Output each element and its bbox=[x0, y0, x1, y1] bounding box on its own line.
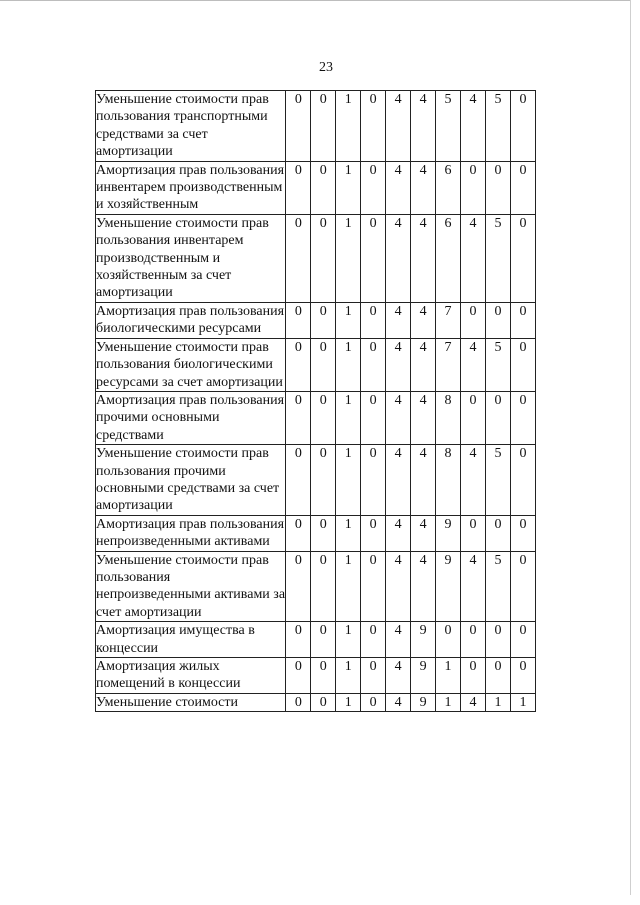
code-digit-cell: 0 bbox=[311, 302, 336, 338]
table-row bbox=[96, 161, 536, 214]
code-digit-cell: 1 bbox=[336, 551, 361, 622]
code-digit-cell: 9 bbox=[436, 515, 461, 551]
code-digit-cell: 4 bbox=[386, 515, 411, 551]
code-digit-cell: 0 bbox=[311, 338, 336, 391]
code-digit-cell: 0 bbox=[510, 551, 535, 622]
code-digit-cell: 0 bbox=[485, 658, 510, 694]
code-digit-cell: 0 bbox=[461, 658, 486, 694]
code-digit-cell: 0 bbox=[485, 622, 510, 658]
code-digit-cell: 1 bbox=[436, 693, 461, 711]
code-digit-cell: 9 bbox=[411, 622, 436, 658]
scan-edge-top bbox=[0, 0, 630, 1]
row-label: Уменьшение стоимости прав пользования транспортными средствами за счет амортизации bbox=[96, 91, 286, 162]
table-row bbox=[96, 551, 536, 622]
row-label: Амортизация имущества в концессии bbox=[96, 622, 286, 658]
code-digit-cell: 1 bbox=[336, 445, 361, 516]
code-digit-cell: 1 bbox=[336, 91, 361, 162]
row-label: Уменьшение стоимости bbox=[96, 693, 286, 711]
code-digit-cell: 4 bbox=[386, 693, 411, 711]
code-digit-cell: 8 bbox=[436, 445, 461, 516]
code-digit-cell: 7 bbox=[436, 338, 461, 391]
table-row bbox=[96, 338, 536, 391]
code-digit-cell: 0 bbox=[361, 161, 386, 214]
code-digit-cell: 0 bbox=[286, 445, 311, 516]
code-digit-cell: 0 bbox=[361, 91, 386, 162]
row-label: Уменьшение стоимости прав пользования инвентарем производственным и хозяйственным за счет амортизации bbox=[96, 214, 286, 302]
code-digit-cell: 0 bbox=[311, 91, 336, 162]
code-digit-cell: 1 bbox=[336, 622, 361, 658]
code-digit-cell: 1 bbox=[485, 693, 510, 711]
code-digit-cell: 0 bbox=[361, 693, 386, 711]
code-digit-cell: 1 bbox=[510, 693, 535, 711]
code-digit-cell: 4 bbox=[461, 338, 486, 391]
code-digit-cell: 0 bbox=[461, 302, 486, 338]
code-digit-cell: 0 bbox=[286, 214, 311, 302]
code-digit-cell: 0 bbox=[461, 622, 486, 658]
code-digit-cell: 5 bbox=[485, 91, 510, 162]
code-digit-cell: 0 bbox=[485, 391, 510, 444]
code-digit-cell: 0 bbox=[286, 622, 311, 658]
code-digit-cell: 4 bbox=[386, 391, 411, 444]
row-label: Амортизация прав пользования непроизведенными активами bbox=[96, 516, 285, 550]
code-digit-cell: 6 bbox=[436, 161, 461, 214]
code-digit-cell: 0 bbox=[286, 302, 311, 338]
code-digit-cell: 1 bbox=[336, 693, 361, 711]
table-row bbox=[96, 214, 536, 302]
code-digit-cell: 5 bbox=[485, 551, 510, 622]
code-digit-cell: 0 bbox=[461, 515, 486, 551]
code-digit-cell: 0 bbox=[311, 658, 336, 694]
code-digit-cell: 0 bbox=[461, 391, 486, 444]
code-digit-cell: 4 bbox=[411, 214, 436, 302]
code-digit-cell: 0 bbox=[361, 658, 386, 694]
code-digit-cell: 4 bbox=[411, 161, 436, 214]
code-digit-cell: 4 bbox=[411, 391, 436, 444]
code-digit-cell: 0 bbox=[361, 338, 386, 391]
code-digit-cell: 0 bbox=[311, 551, 336, 622]
code-digit-cell: 0 bbox=[361, 391, 386, 444]
code-digit-cell: 0 bbox=[361, 551, 386, 622]
code-digit-cell: 0 bbox=[286, 91, 311, 162]
table-row bbox=[96, 693, 536, 711]
code-digit-cell: 0 bbox=[436, 622, 461, 658]
code-digit-cell: 4 bbox=[411, 551, 436, 622]
code-digit-cell: 4 bbox=[411, 515, 436, 551]
table-body bbox=[96, 91, 536, 712]
code-digit-cell: 4 bbox=[386, 622, 411, 658]
code-digit-cell: 1 bbox=[336, 161, 361, 214]
code-digit-cell: 1 bbox=[336, 338, 361, 391]
table-row bbox=[96, 445, 536, 516]
code-digit-cell: 0 bbox=[311, 693, 336, 711]
code-digit-cell: 9 bbox=[436, 551, 461, 622]
code-digit-cell: 0 bbox=[311, 161, 336, 214]
code-digit-cell: 6 bbox=[436, 214, 461, 302]
code-digit-cell: 4 bbox=[411, 445, 436, 516]
code-digit-cell: 0 bbox=[361, 622, 386, 658]
code-digit-cell: 0 bbox=[510, 302, 535, 338]
code-digit-cell: 4 bbox=[386, 302, 411, 338]
code-digit-cell: 5 bbox=[436, 91, 461, 162]
code-digit-cell: 0 bbox=[286, 658, 311, 694]
code-digit-cell: 0 bbox=[485, 302, 510, 338]
code-digit-cell: 0 bbox=[286, 391, 311, 444]
code-digit-cell: 4 bbox=[386, 658, 411, 694]
row-label: Уменьшение стоимости прав пользования прочими основными средствами за счет амортизации bbox=[96, 445, 286, 516]
code-digit-cell: 4 bbox=[386, 551, 411, 622]
code-digit-cell: 0 bbox=[311, 214, 336, 302]
table-row bbox=[96, 622, 536, 658]
code-digit-cell: 0 bbox=[286, 693, 311, 711]
code-digit-cell: 1 bbox=[336, 302, 361, 338]
code-digit-cell: 4 bbox=[461, 551, 486, 622]
row-label: Амортизация прав пользования инвентарем производственным и хозяйственным bbox=[96, 162, 285, 213]
code-digit-cell: 1 bbox=[336, 214, 361, 302]
code-digit-cell: 0 bbox=[510, 91, 535, 162]
code-digit-cell: 0 bbox=[485, 161, 510, 214]
code-digit-cell: 4 bbox=[386, 161, 411, 214]
code-digit-cell: 0 bbox=[510, 338, 535, 391]
code-digit-cell: 4 bbox=[461, 693, 486, 711]
code-digit-cell: 5 bbox=[485, 338, 510, 391]
code-digit-cell: 0 bbox=[361, 445, 386, 516]
code-digit-cell: 0 bbox=[510, 515, 535, 551]
code-digit-cell: 4 bbox=[461, 445, 486, 516]
code-digit-cell: 0 bbox=[286, 551, 311, 622]
table-row bbox=[96, 515, 536, 551]
code-digit-cell: 4 bbox=[411, 338, 436, 391]
table-row bbox=[96, 302, 536, 338]
code-digit-cell: 0 bbox=[311, 622, 336, 658]
code-digit-cell: 0 bbox=[286, 515, 311, 551]
table-row bbox=[96, 658, 536, 694]
scan-edge-right bbox=[630, 0, 631, 895]
code-digit-cell: 4 bbox=[461, 214, 486, 302]
code-digit-cell: 0 bbox=[510, 622, 535, 658]
code-digit-cell: 4 bbox=[411, 302, 436, 338]
code-digit-cell: 0 bbox=[510, 658, 535, 694]
code-digit-cell: 5 bbox=[485, 214, 510, 302]
code-digit-cell: 4 bbox=[386, 214, 411, 302]
page-number: 23 bbox=[319, 60, 333, 75]
code-digit-cell: 1 bbox=[336, 515, 361, 551]
code-digit-cell: 0 bbox=[286, 161, 311, 214]
code-digit-cell: 0 bbox=[311, 391, 336, 444]
row-label: Амортизация жилых помещений в концессии bbox=[96, 658, 286, 694]
code-digit-cell: 0 bbox=[510, 445, 535, 516]
row-label: Амортизация прав пользования биологическими ресурсами bbox=[96, 303, 285, 337]
code-digit-cell: 0 bbox=[361, 214, 386, 302]
row-label: Уменьшение стоимости прав пользования непроизведенными активами за счет амортизации bbox=[96, 552, 286, 620]
code-digit-cell: 1 bbox=[436, 658, 461, 694]
code-digit-cell: 4 bbox=[461, 91, 486, 162]
code-digit-cell: 0 bbox=[510, 161, 535, 214]
row-label: Амортизация прав пользования прочими основными средствами bbox=[96, 392, 285, 443]
code-digit-cell: 0 bbox=[286, 338, 311, 391]
code-digit-cell: 0 bbox=[485, 515, 510, 551]
code-digit-cell: 0 bbox=[361, 515, 386, 551]
table-row bbox=[96, 91, 536, 162]
code-digit-cell: 0 bbox=[311, 515, 336, 551]
code-digit-cell: 4 bbox=[386, 91, 411, 162]
row-label: Уменьшение стоимости прав пользования биологическими ресурсами за счет амортизации bbox=[96, 338, 286, 391]
code-digit-cell: 0 bbox=[510, 214, 535, 302]
code-digit-cell: 1 bbox=[336, 391, 361, 444]
code-digit-cell: 0 bbox=[510, 391, 535, 444]
code-digit-cell: 0 bbox=[311, 445, 336, 516]
code-digit-cell: 7 bbox=[436, 302, 461, 338]
code-digit-cell: 9 bbox=[411, 658, 436, 694]
code-digit-cell: 9 bbox=[411, 693, 436, 711]
code-digit-cell: 8 bbox=[436, 391, 461, 444]
code-digit-cell: 4 bbox=[386, 445, 411, 516]
table-row bbox=[96, 391, 536, 444]
account-codes-table bbox=[95, 90, 536, 712]
code-digit-cell: 1 bbox=[336, 658, 361, 694]
code-digit-cell: 5 bbox=[485, 445, 510, 516]
code-digit-cell: 0 bbox=[361, 302, 386, 338]
code-digit-cell: 0 bbox=[461, 161, 486, 214]
code-digit-cell: 4 bbox=[386, 338, 411, 391]
code-digit-cell: 4 bbox=[411, 91, 436, 162]
